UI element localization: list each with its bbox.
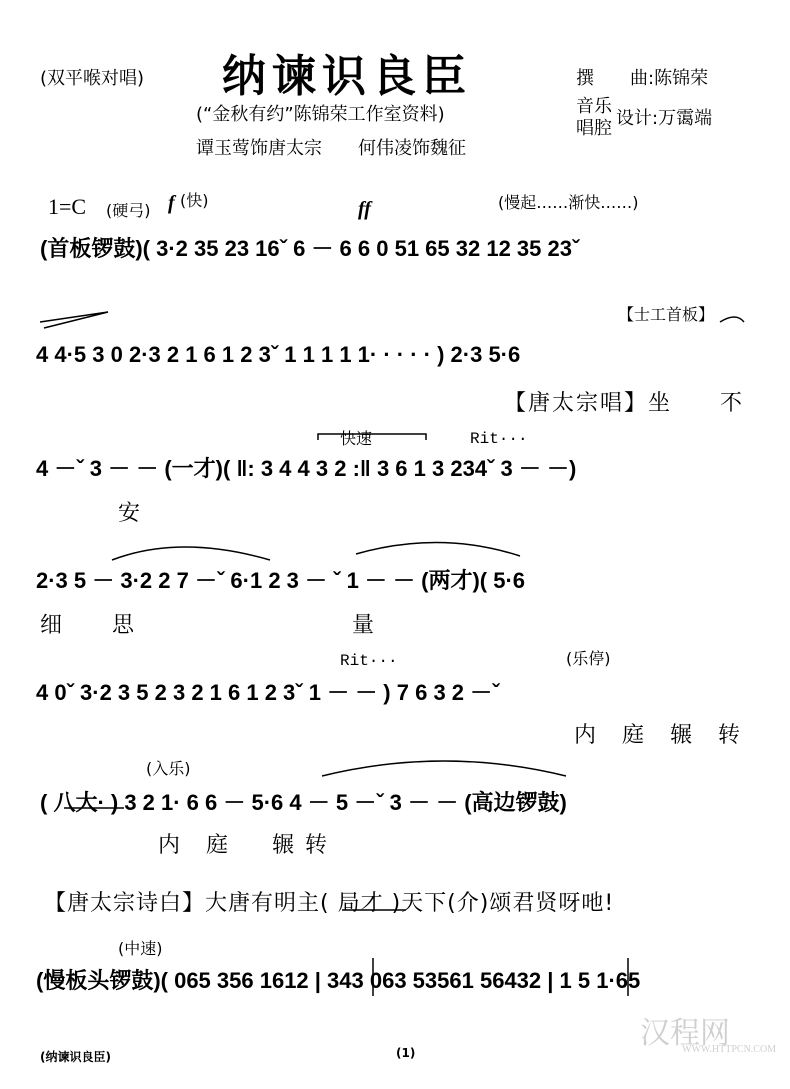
singer-taizong: 【唐太宗唱】坐 不 [504,391,745,416]
mark-rule: (入乐) [146,759,191,778]
key-signature: 1=C [48,194,87,219]
credit-composer: 撰 曲:陈锦荣 [576,68,709,89]
mark-yueting: (乐停) [566,649,611,668]
credit-designer: 设计:万霭端 [616,108,713,129]
watermark-url: WWW.HTTPCN.COM [682,1044,777,1055]
dynamic-ff: ff [358,198,371,220]
footer-title: (纳谏识良臣) [40,1050,111,1064]
cast-line: 谭玉莺饰唐太宗 何伟凌饰魏征 [196,138,466,159]
tempo-fast: (快) [180,191,209,210]
notation-line-1: (首板锣鼓)( 3·2 35 23 16ˇ 6 － 6 6 0 51 65 32 12 35 23ˇ [40,236,580,261]
watermark-logo: 汉程网 [640,1017,730,1050]
credit-music: 音乐 [576,96,612,117]
source-note: (“金秋有约”陈锦荣工作室资料) [196,104,445,125]
recitation-line: 【唐太宗诗白】大唐有明主( 局才 )天下(介)颂君贤呀吔! [44,891,615,916]
page-number: (1) [396,1046,416,1060]
lyric-line-6b: 辗 转 [272,833,329,858]
notation-line-4: 2·3 5 － 3·2 2 7 －ˇ 6·1 2 3 － ˇ 1 － － (两才)( 5·6 [36,568,526,593]
notation-line-6: ( 八大· ) 3 2 1· 6 6 － 5·6 4 － 5 －ˇ 3 － － (高边锣鼓) [40,790,567,815]
rit-mark-2: Rit··· [340,652,398,670]
tempo-mid: (中速) [118,939,163,958]
credit-vocal: 唱腔 [576,118,612,139]
page-title: 纳谏识良臣 [222,51,472,102]
notation-line-2: 4 4·5 3 0 2·3 2 1 6 1 2 3ˇ 1 1 1 1 1· · · · · ) 2·3 5·6 [36,342,521,367]
notation-line-7: (慢板头锣鼓)( 065 356 1612 | 343 063 53561 56432 | 1 5 1·65 [36,968,641,993]
notation-line-5: 4 0ˇ 3·2 3 5 2 3 2 1 6 1 2 3ˇ 1 － － ) 7 6 3 2 －ˇ [36,680,500,705]
lyric-line-3: 安 [118,501,143,526]
section-shigong: 【士工首板】 [618,305,715,324]
mark-yinggong: (硬弓) [106,201,151,220]
lyric-line-4a: 细 思 [40,613,137,638]
tempo-kuaisu: 快速 [340,429,373,448]
voice-type: (双平喉对唱) [40,68,145,89]
lyric-line-4b: 量 [352,613,377,638]
lyric-line-5: 内 庭 辗 转 [574,723,743,748]
dynamic-f: f [168,192,175,214]
rit-mark-1: Rit··· [470,430,528,448]
lyric-line-6a: 内 庭 [158,833,231,858]
tempo-slow-fast: (慢起……渐快……) [498,193,639,212]
notation-line-3: 4 －ˇ 3 － － (一才)( ‖: 3 4 4 3 2 :‖ 3 6 1 3 234ˇ 3 － －) [36,456,577,481]
